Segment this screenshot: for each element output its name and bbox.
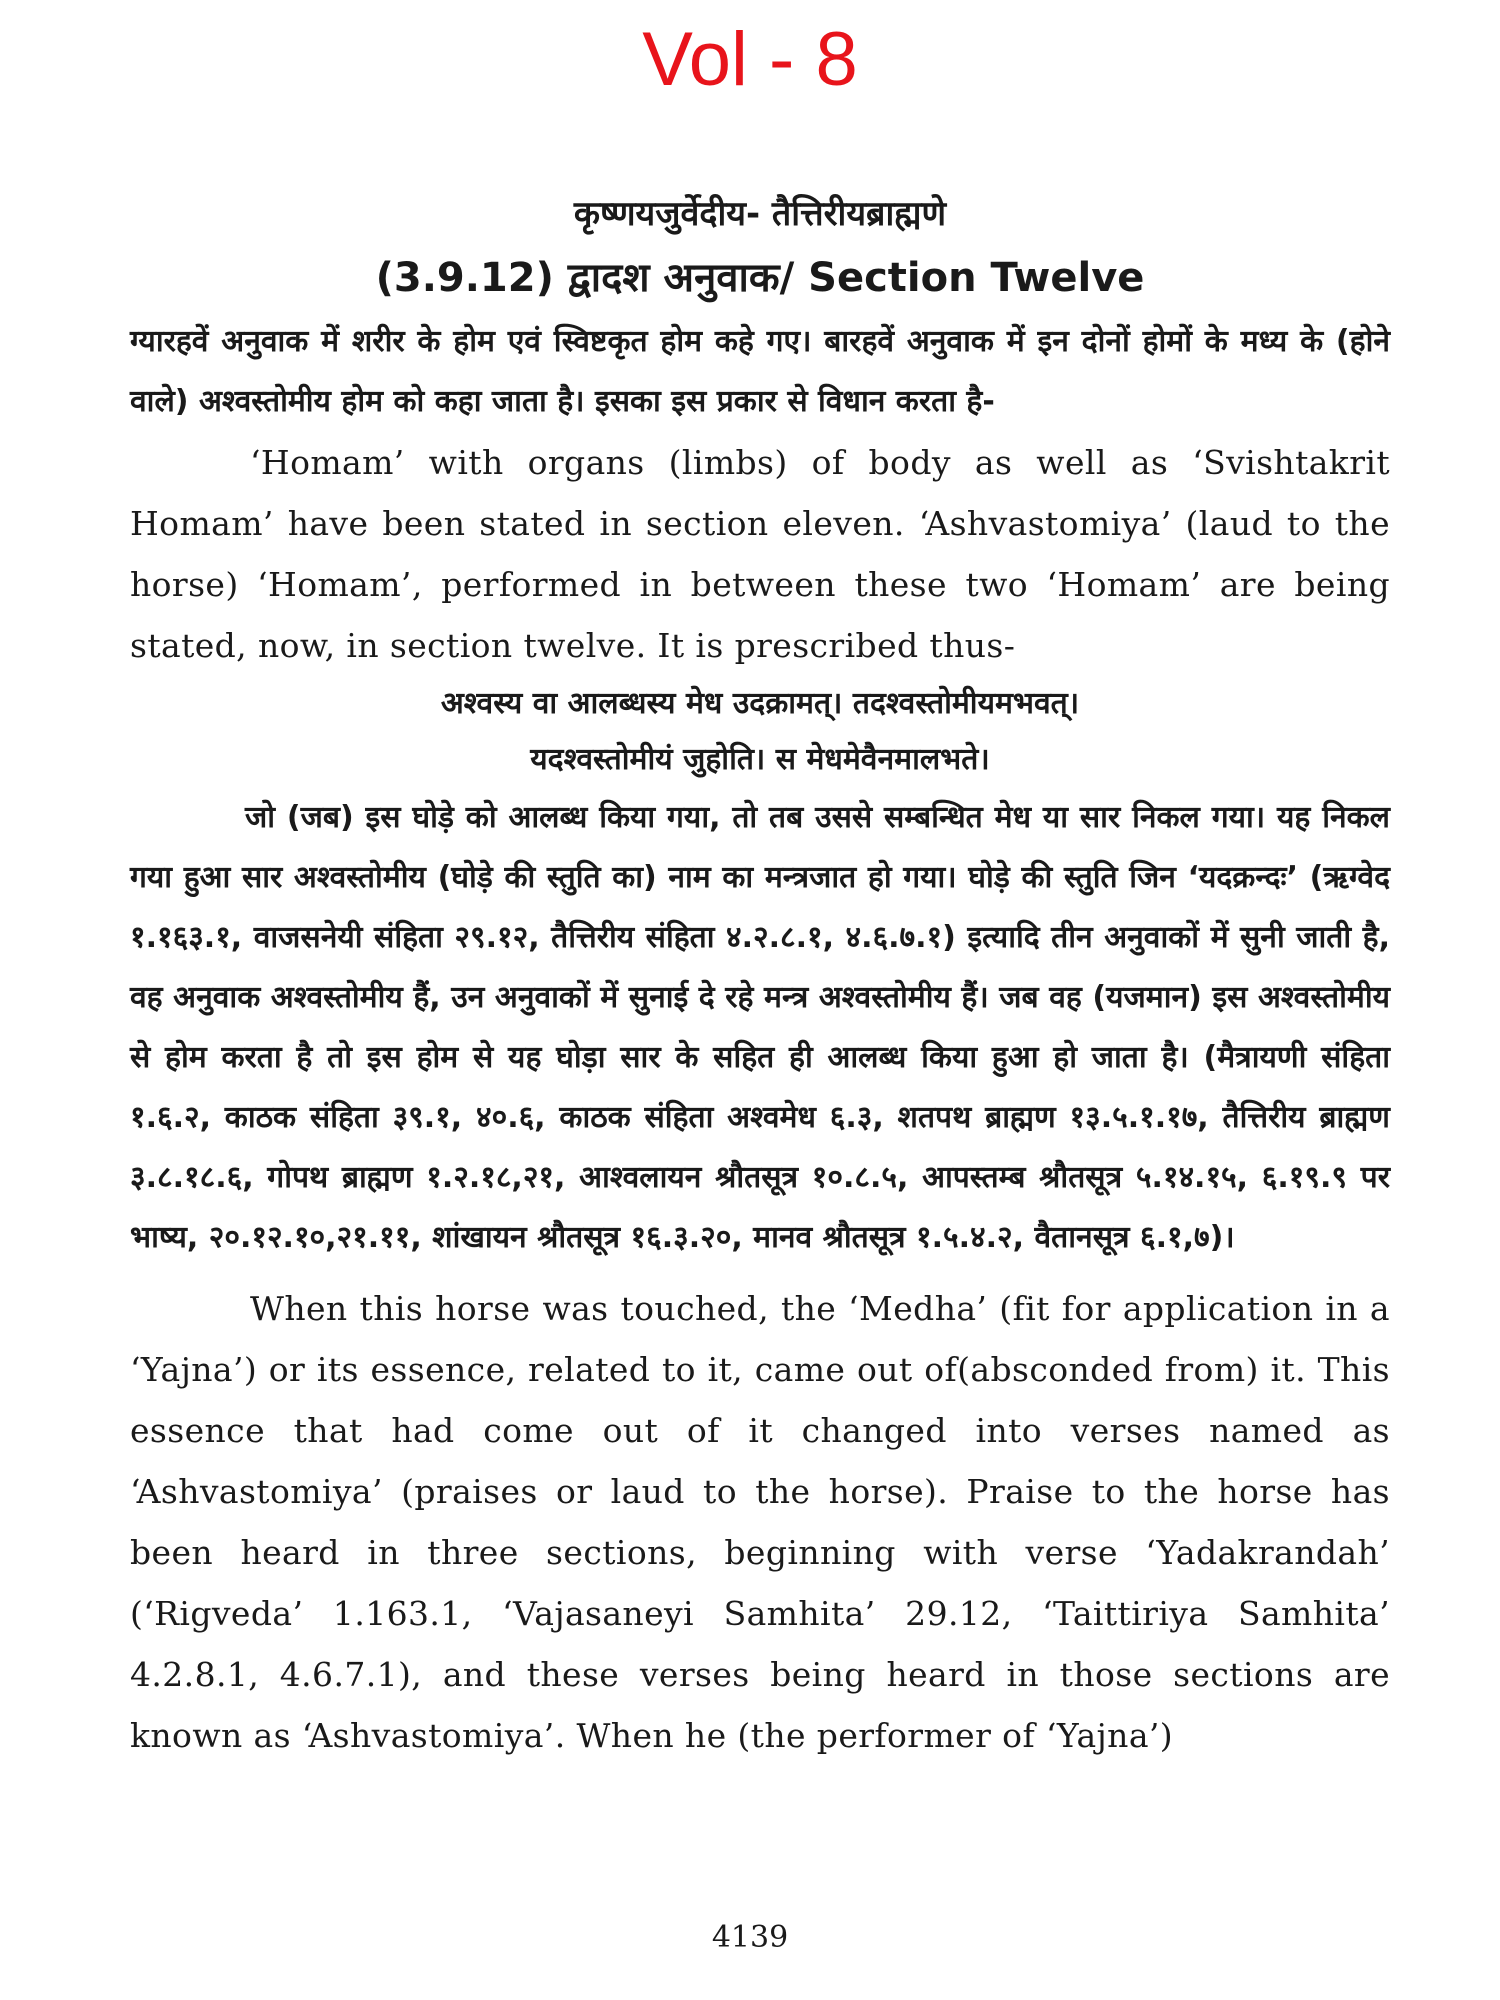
- intro-hindi-paragraph: ग्यारहवें अनुवाक में शरीर के होम एवं स्विष्टकृत होम कहे गए। बारहवें अनुवाक में इन दोनों होमों के मध्य के (होने वाले) अश्वस्तोमीय होम को कहा जाता है। इसका इस प्रकार से विधान करता है-: [130, 324, 1390, 419]
- paragraph-gap: [130, 1268, 1390, 1278]
- volume-label: Vol - 8: [642, 17, 858, 102]
- page-number: 4139: [711, 1920, 789, 1955]
- section-title: (3.9.12) द्वादश अनुवाक/ Section Twelve: [375, 255, 1145, 301]
- intro-english-paragraph: ‘Homam’ with organs (limbs) of body as well as ‘Svishtakrit Homam’ have been stated in section eleven. ‘Ashvastomiya’ (laud to the horse) ‘Homam’, performed in between these two ‘Homam’ are being stated, now, in section twelve. It is prescribed thus-: [130, 443, 1390, 665]
- commentary-hindi-paragraph: जो (जब) इस घोड़े को आलब्ध किया गया, तो तब उससे सम्बन्धित मेध या सार निकल गया। यह निकल गया हुआ सार अश्वस्तोमीय (घोड़े की स्तुति का) नाम का मन्त्रजात हो गया। घोड़े की स्तुति जिन ‘यदक्रन्दः’ (ऋग्वेद १.१६३.१, वाजसनेयी संहिता २९.१२, तैत्तिरीय संहिता ४.२.८.१, ४.६.७.१) इत्यादि तीन अनुवाकों में सुनी जाती है, वह अनुवाक अश्वस्तोमीय हैं, उन अनुवाकों में सुनाई दे रहे मन्त्र अश्वस्तोमीय हैं। जब वह (यजमान) इस अश्वस्तोमीय से होम करता है तो इस होम से यह घोड़ा सार के सहित ही आलब्ध किया हुआ हो जाता है। (मैत्रायणी संहिता १.६.२, काठक संहिता ३९.१, ४०.६, काठक संहिता अश्वमेध ६.३, शतपथ ब्राह्मण १३.५.१.१७, तैत्तिरीय ब्राह्मण ३.८.१८.६, गोपथ ब्राह्मण १.२.१८,२१, आश्वलायन श्रौतसूत्र १०.८.५, आपस्तम्ब श्रौतसूत्र ५.१४.१५, ६.१९.९ पर भाष्य, २०.१२.१०,२१.११, शांखायन श्रौतसूत्र १६.३.२०, मानव श्रौतसूत्र १.५.४.२, वैतानसूत्र ६.१,७)।: [130, 800, 1390, 1255]
- page-body: [130, 188, 1390, 1766]
- commentary-english-paragraph: When this horse was touched, the ‘Medha’ (fit for application in a ‘Yajna’) or its essence, related to it, came out of(absconded from) it. This essence that had come out of it changed into verses named as ‘Ashvastomiya’ (praises or laud to the horse). Praise to the horse has been heard in three sections, beginning with verse ‘Yadakrandah’ (‘Rigveda’ 1.163.1, ‘Vajasaneyi Samhita’ 29.12, ‘Taittiriya Samhita’ 4.2.8.1, 4.6.7.1), and these verses being heard in those sections are known as ‘Ashvastomiya’. When he (the performer of ‘Yajna’): [130, 1289, 1390, 1755]
- verse-line-2: यदश्वस्तोमीयं जुहोति। स मेधमेवैनमालभते।: [530, 742, 990, 777]
- running-head: कृष्णयजुर्वेदीय- तैत्तिरीयब्राह्मणे: [573, 194, 947, 234]
- verse-line-1: अश्वस्य वा आलब्धस्य मेध उदक्रामत्। तदश्वस्तोमीयमभवत्।: [440, 686, 1080, 721]
